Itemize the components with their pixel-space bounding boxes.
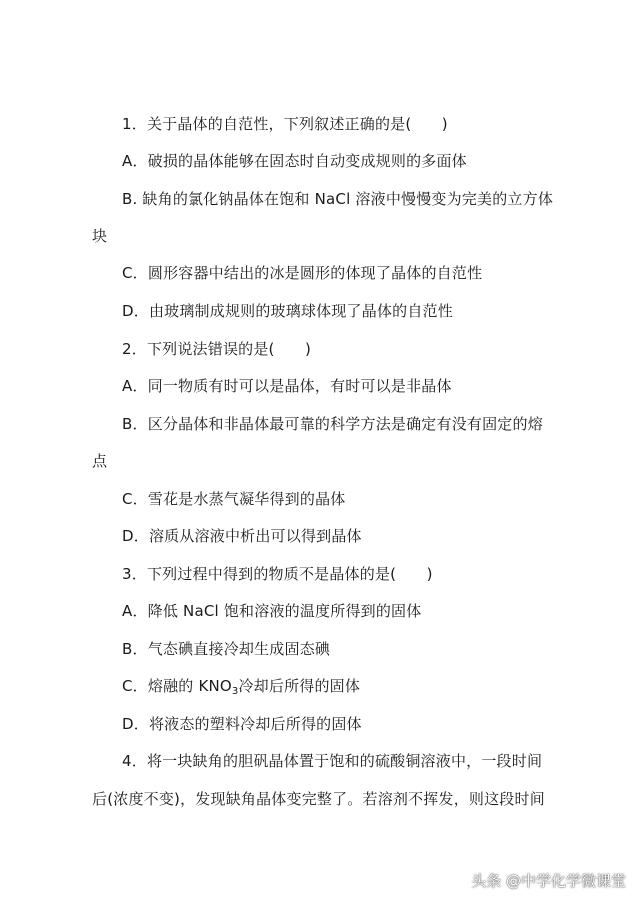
- question-1-stem: 1．关于晶体的自范性，下列叙述正确的是( ): [122, 115, 448, 133]
- question-4-stem-line2: 后(浓度不变)，发现缺角晶体变完整了。若溶剂不挥发，则这段时间: [92, 790, 545, 808]
- question-2-option-c: C．雪花是水蒸气凝华得到的晶体: [122, 490, 346, 508]
- question-3-stem: 3．下列过程中得到的物质不是晶体的是( ): [122, 565, 433, 583]
- question-2-option-a: A．同一物质有时可以是晶体，有时可以是非晶体: [122, 377, 452, 395]
- question-3-option-d: D．将液态的塑料冷却后所得的固体: [122, 715, 362, 733]
- question-2-option-d: D．溶质从溶液中析出可以得到晶体: [122, 527, 362, 545]
- watermark: 头条 @中学化学微课堂: [471, 872, 626, 890]
- question-3-option-b: B．气态碘直接冷却生成固态碘: [122, 640, 331, 658]
- question-1-option-a: A．破损的晶体能够在固态时自动变成规则的多面体: [122, 152, 467, 170]
- question-4-stem-line1: 4．将一块缺角的胆矾晶体置于饱和的硫酸铜溶液中，一段时间: [122, 752, 543, 770]
- question-3-option-a: A．降低 NaCl 饱和溶液的温度所得到的固体: [122, 602, 422, 620]
- question-2-option-b-line2: 点: [92, 452, 108, 470]
- question-1-option-b-line1: B. 缺角的氯化钠晶体在饱和 NaCl 溶液中慢慢变为完美的立方体: [122, 190, 554, 208]
- question-1-option-c: C．圆形容器中结出的冰是圆形的体现了晶体的自范性: [122, 264, 483, 282]
- question-3-option-c-suffix: 冷却后所得的固体: [238, 677, 361, 695]
- subscript-3: 3: [231, 686, 239, 697]
- question-3-option-c: [122, 676, 360, 696]
- question-1-option-b-line2: 块: [92, 227, 108, 245]
- question-2-option-b-line1: B．区分晶体和非晶体最可靠的科学方法是确定有没有固定的熔: [122, 415, 543, 433]
- question-1-option-d: D．由玻璃制成规则的玻璃球体现了晶体的自范性: [122, 302, 453, 320]
- question-3-option-c-prefix: C．熔融的 KNO: [122, 677, 232, 695]
- question-2-stem: 2．下列说法错误的是( ): [122, 340, 312, 358]
